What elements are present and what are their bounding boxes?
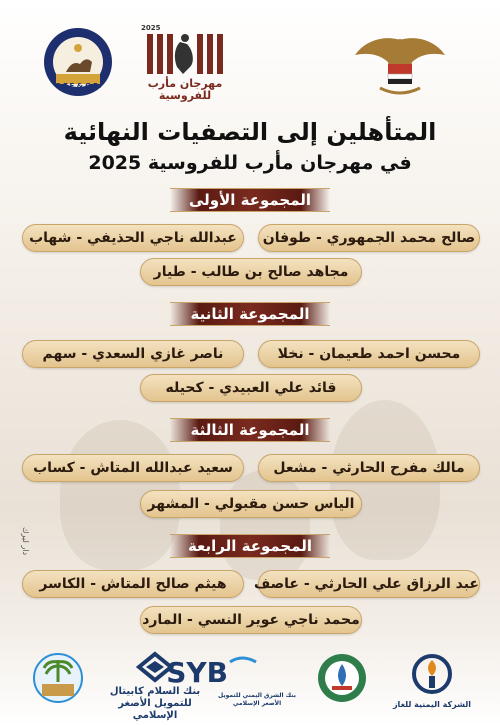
marib-sponsor-logo <box>30 652 86 714</box>
group-4-entry-1: عبد الرزاق علي الحارثي - عاصف <box>258 570 480 598</box>
yemen-gas-company-logo <box>392 652 472 714</box>
al-salam-capital-caption: بنك السلام كابيتال للتمويل الأصغر الإسلامي <box>109 686 201 721</box>
group-1-banner: المجموعة الأولى <box>170 188 330 212</box>
background-horse-shape <box>220 470 310 580</box>
group-2-banner: المجموعة الثانية <box>170 302 330 326</box>
group-4-entry-2: هيثم صالح المتاش - الكاسر <box>22 570 244 598</box>
group-3-banner: المجموعة الثالثة <box>170 418 330 442</box>
yemen-eagle-emblem <box>350 30 450 100</box>
group-3-entry-3: الياس حسن مقبولي - المشهر <box>140 490 362 518</box>
yemen-gas-company-caption: الشركة اليمنية للغاز <box>392 700 472 709</box>
al-salam-capital-bank-logo <box>100 652 210 721</box>
siyb-bank-caption: بنك الشرق اليمني للتمويل الأصغر الإسلامي <box>218 692 296 707</box>
sub-title: في مهرجان مأرب للفروسية 2025 <box>88 152 412 174</box>
group-4-banner: المجموعة الرابعة <box>170 534 330 558</box>
group-3-entry-1: مالك مفرح الحارثي - مشعل <box>258 454 480 482</box>
main-title: المتأهلين إلى التصفيات النهائية <box>63 118 437 146</box>
group-1-entry-3: مجاهد صالح بن طالب - طيار <box>140 258 362 286</box>
group-2-entry-3: قائد علي العبيدي - كحيله <box>140 374 362 402</box>
festival-logo-text: مهرجان مأرب للفروسية <box>147 77 223 102</box>
svg-text:SYB: SYB <box>166 656 228 689</box>
festival-year: 2025 <box>141 24 161 32</box>
group-1-entry-1: صالح محمد الجمهوري - طوفان <box>258 224 480 252</box>
group-3-entry-2: سعيد عبدالله المتاش - كساب <box>22 454 244 482</box>
marib-horse-festival-logo <box>135 22 235 112</box>
water-company-logo <box>312 652 372 714</box>
group-4-entry-3: محمد ناجي عوير النسي - المارد <box>140 606 362 634</box>
side-caption: دار ليرك <box>21 526 30 555</box>
group-2-entry-2: ناصر غازي السعدي - سهم <box>22 340 244 368</box>
federation-logo-text: G.F.E & C.R. <box>54 82 102 90</box>
group-1-entry-2: عبدالله ناجي الحذيفي - شهاب <box>22 224 244 252</box>
group-2-entry-1: محسن احمد طعيمان - نخلا <box>258 340 480 368</box>
siyb-bank-logo <box>166 652 302 714</box>
federation-logo <box>42 26 114 98</box>
